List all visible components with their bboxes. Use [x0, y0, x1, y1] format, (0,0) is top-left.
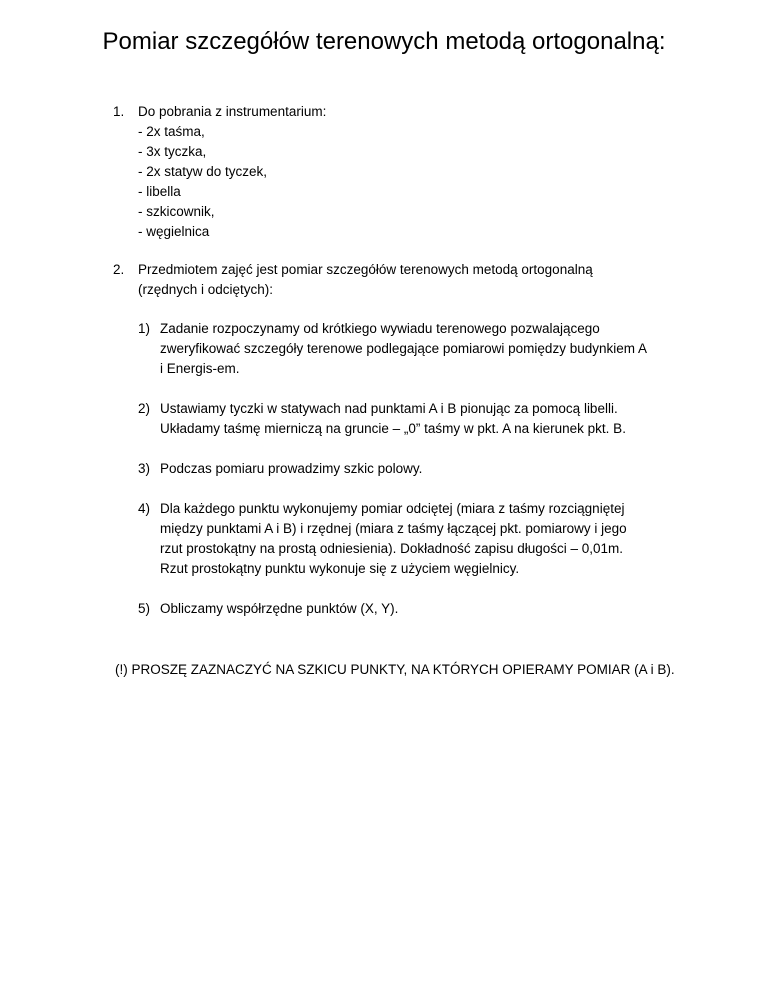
step-line: Rzut prostokątny punktu wykonuje się z użyciem węgielnicy. [160, 561, 520, 576]
section-1-line: - węgielnica [138, 224, 210, 239]
section-2-number: 2. [113, 262, 125, 277]
section-2-line: Przedmiotem zajęć jest pomiar szczegółów terenowych metodą ortogonalną [138, 262, 593, 277]
step-5-text [160, 599, 398, 619]
step-4-text [160, 499, 627, 579]
step-1-text [160, 319, 647, 379]
section-1-line: - 2x taśma, [138, 124, 205, 139]
step-line: Ustawiamy tyczki w statywach nad punktami A i B pionując za pomocą libelli. [160, 401, 618, 416]
step-2-text [160, 399, 626, 439]
section-2-line: (rzędnych i odciętych): [138, 282, 274, 297]
step-line: między punktami A i B) i rzędnej (miara z taśmy łączącej pkt. pomiarowy i jego [160, 521, 627, 536]
step-line: Obliczamy współrzędne punktów (X, Y). [160, 601, 399, 616]
section-1-line: - 2x statyw do tyczek, [138, 164, 268, 179]
section-1-line: - 3x tyczka, [138, 144, 207, 159]
step-5-number: 5) [138, 601, 151, 616]
step-line: Podczas pomiaru prowadzimy szkic polowy. [160, 461, 423, 476]
section-2-text [138, 260, 593, 300]
section-1-number: 1. [113, 104, 125, 119]
step-2-number: 2) [138, 401, 151, 416]
step-3-text [160, 459, 422, 479]
important-note: (!) PROSZĘ ZAZNACZYĆ NA SZKICU PUNKTY, NA KTÓRYCH OPIERAMY POMIAR (A i B). [115, 662, 675, 677]
step-3-number: 3) [138, 461, 151, 476]
section-1-line: - libella [138, 184, 181, 199]
step-line: Dla każdego punktu wykonujemy pomiar odciętej (miara z taśmy rozciągniętej [160, 501, 625, 516]
page-title: Pomiar szczegółów terenowych metodą ortogonalną: [102, 28, 666, 55]
step-line: i Energis-em. [160, 361, 240, 376]
section-1-line: Do pobrania z instrumentarium: [138, 104, 327, 119]
section-1-text [138, 102, 326, 242]
step-1-number: 1) [138, 321, 151, 336]
step-line: rzut prostokątny na prostą odniesienia). Dokładność zapisu długości – 0,01m. [160, 541, 624, 556]
step-line: Zadanie rozpoczynamy od krótkiego wywiadu terenowego pozwalającego [160, 321, 600, 336]
step-line: Układamy taśmę mierniczą na gruncie – „0” taśmy w pkt. A na kierunek pkt. B. [160, 421, 626, 436]
section-1-line: - szkicownik, [138, 204, 215, 219]
step-4-number: 4) [138, 501, 151, 516]
step-line: zweryfikować szczegóły terenowe podlegające pomiarowi pomiędzy budynkiem A [160, 341, 647, 356]
